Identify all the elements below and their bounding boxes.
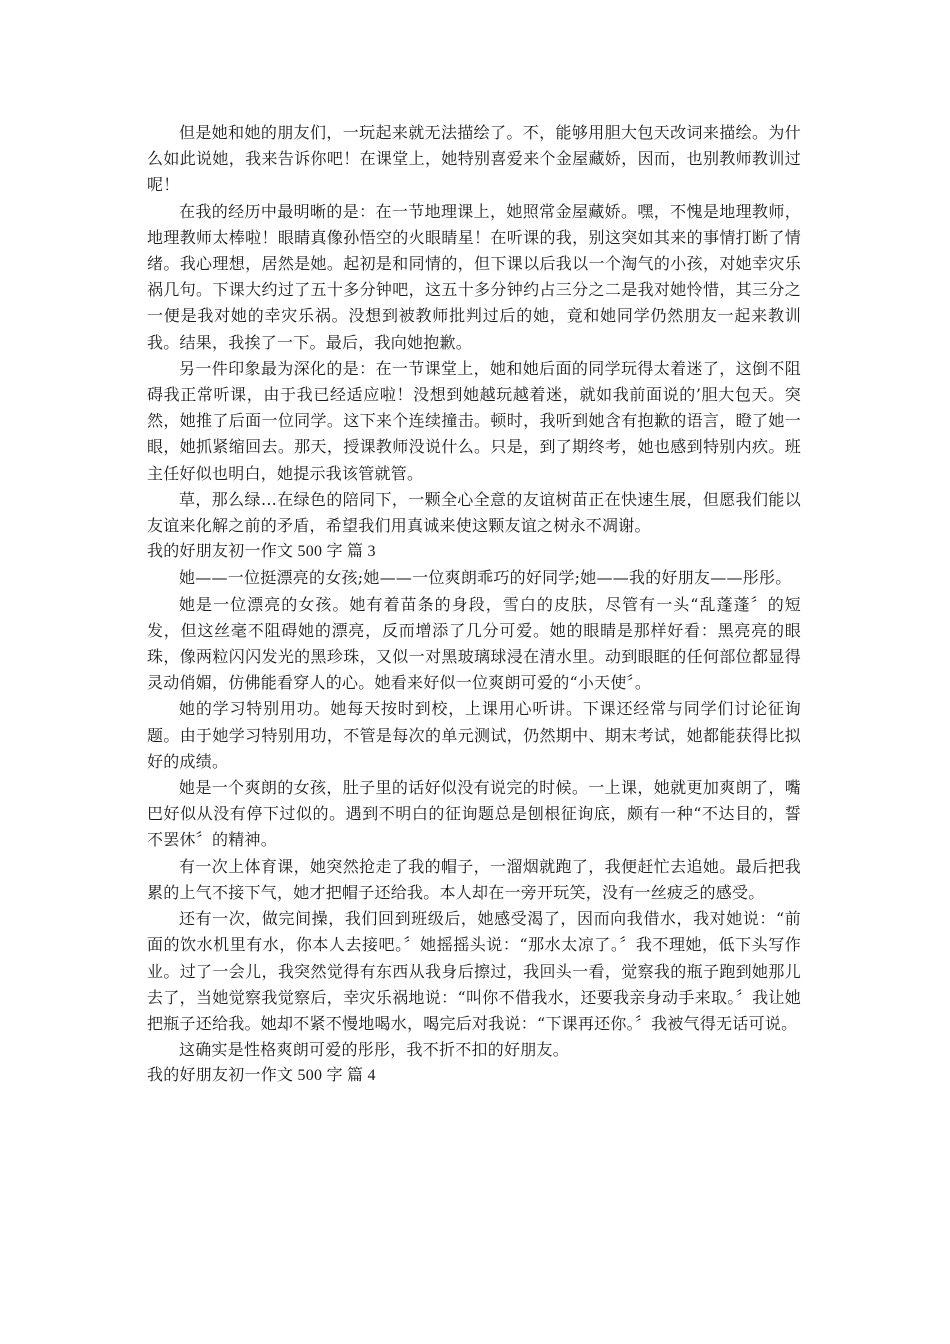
paragraph: 但是她和她的朋友们，一玩起来就无法描绘了。不，能够用胆大包天改词来描绘。为什么如此说她，我来告诉你吧！在课堂上，她特别喜爱来个金屋藏娇，因而，也别教师教训过呢！ [147, 123, 801, 195]
paragraph: 有一次上体育课，她突然抢走了我的帽子，一溜烟就跑了，我便赶忙去追她。最后把我累的上气不接下气，她才把帽子还给我。本人却在一旁开玩笑，没有一丝疲乏的感受。 [147, 856, 801, 902]
paragraph: 她的学习特别用功。她每天按时到校，上课用心听讲。下课还经常与同学们讨论征询题。由于她学习特别用功，不管是每次的单元测试，仍然期中、期末考试，她都能获得比拟好的成绩。 [147, 699, 801, 771]
section-heading: 我的好朋友初一作文 500 字 篇 3 [147, 543, 376, 561]
paragraph: 另一件印象最为深化的是：在一节课堂上，她和她后面的同学玩得太着迷了，这倒不阻碍我正常听课，由于我已经适应啦！没想到她越玩越着迷，就如我前面说的’胆大包天。突然，她推了后面一位同学。这下来个连续撞击。顿时，我听到她含有抱歉的语言，瞪了她一眼，她抓紧缩回去。那天，授课教师没说什么。只是，到了期终考，她也感到特别内疚。班主任好似也明白，她提示我该管就管。 [147, 358, 801, 483]
paragraph: 她是一位漂亮的女孩。她有着苗条的身段，雪白的皮肤，尽管有一头“乱蓬蓬〞的短发，但这丝毫不阻碍她的漂亮，反而增添了几分可爱。她的眼睛是那样好看：黑亮亮的眼珠，像两粒闪闪发光的黑珍珠，又似一对黑玻璃球浸在清水里。动到眼眶的任何部位都显得灵动俏媚，仿佛能看穿人的心。她看来好似一位爽朗可爱的“小天使〞。 [147, 594, 801, 693]
paragraph: 这确实是性格爽朗可爱的彤彤，我不折不扣的好朋友。 [179, 1040, 570, 1060]
paragraph: 在我的经历中最明晰的是：在一节地理课上，她照常金屋藏娇。嘿，不愧是地理教师，地理教师太棒啦！眼睛真像孙悟空的火眼睛星！在听课的我，别这突如其来的事情打断了情绪。我心理想，居然是她。起初是和同情的，但下课以后我以一个淘气的小孩，对她幸灾乐祸几句。下课大约过了五十多分钟吧，这五十多分钟约占三分之二是我对她怜惜，其三分之一便是我对她的幸灾乐祸。没想到被教师批判过后的她，竟和她同学仍然朋友一起来教训我。结果，我挨了一下。最后，我向她抱歉。 [147, 201, 801, 352]
document-page [147, 120, 801, 1090]
paragraph: 她——一位挺漂亮的女孩;她——一位爽朗乖巧的好同学;她——我的好朋友——彤彤。 [179, 568, 792, 588]
paragraph: 她是一个爽朗的女孩，肚子里的话好似没有说完的时候。一上课，她就更加爽朗了，嘴巴好似从没有停下过似的。遇到不明白的征询题总是刨根征询底，颇有一种“不达目的，誓不罢休〞的精神。 [147, 778, 801, 850]
section-heading: 我的好朋友初一作文 500 字 篇 4 [147, 1067, 376, 1085]
paragraph: 还有一次，做完间操，我们回到班级后，她感受渴了，因而向我借水，我对她说：“前面的饮水机里有水，你本人去接吧。〞她摇摇头说：“那水太凉了。〞我不理她，低下头写作业。过了一会儿，我突然觉得有东西从我身后擦过，我回头一看，觉察我的瓶子跑到她那儿去了，当她觉察我觉察后，幸灾乐祸地说：“叫你不借我水，还要我亲身动手来取。〞我让她把瓶子还给我。她却不紧不慢地喝水，喝完后对我说：“下课再还你。〞我被气得无话可说。 [147, 909, 801, 1033]
paragraph: 草，那么绿…在绿色的陪同下，一颗全心全意的友谊树苗正在快速生展，但愿我们能以友谊来化解之前的矛盾，希望我们用真诚来使这颗友谊之树永不凋谢。 [147, 489, 801, 536]
